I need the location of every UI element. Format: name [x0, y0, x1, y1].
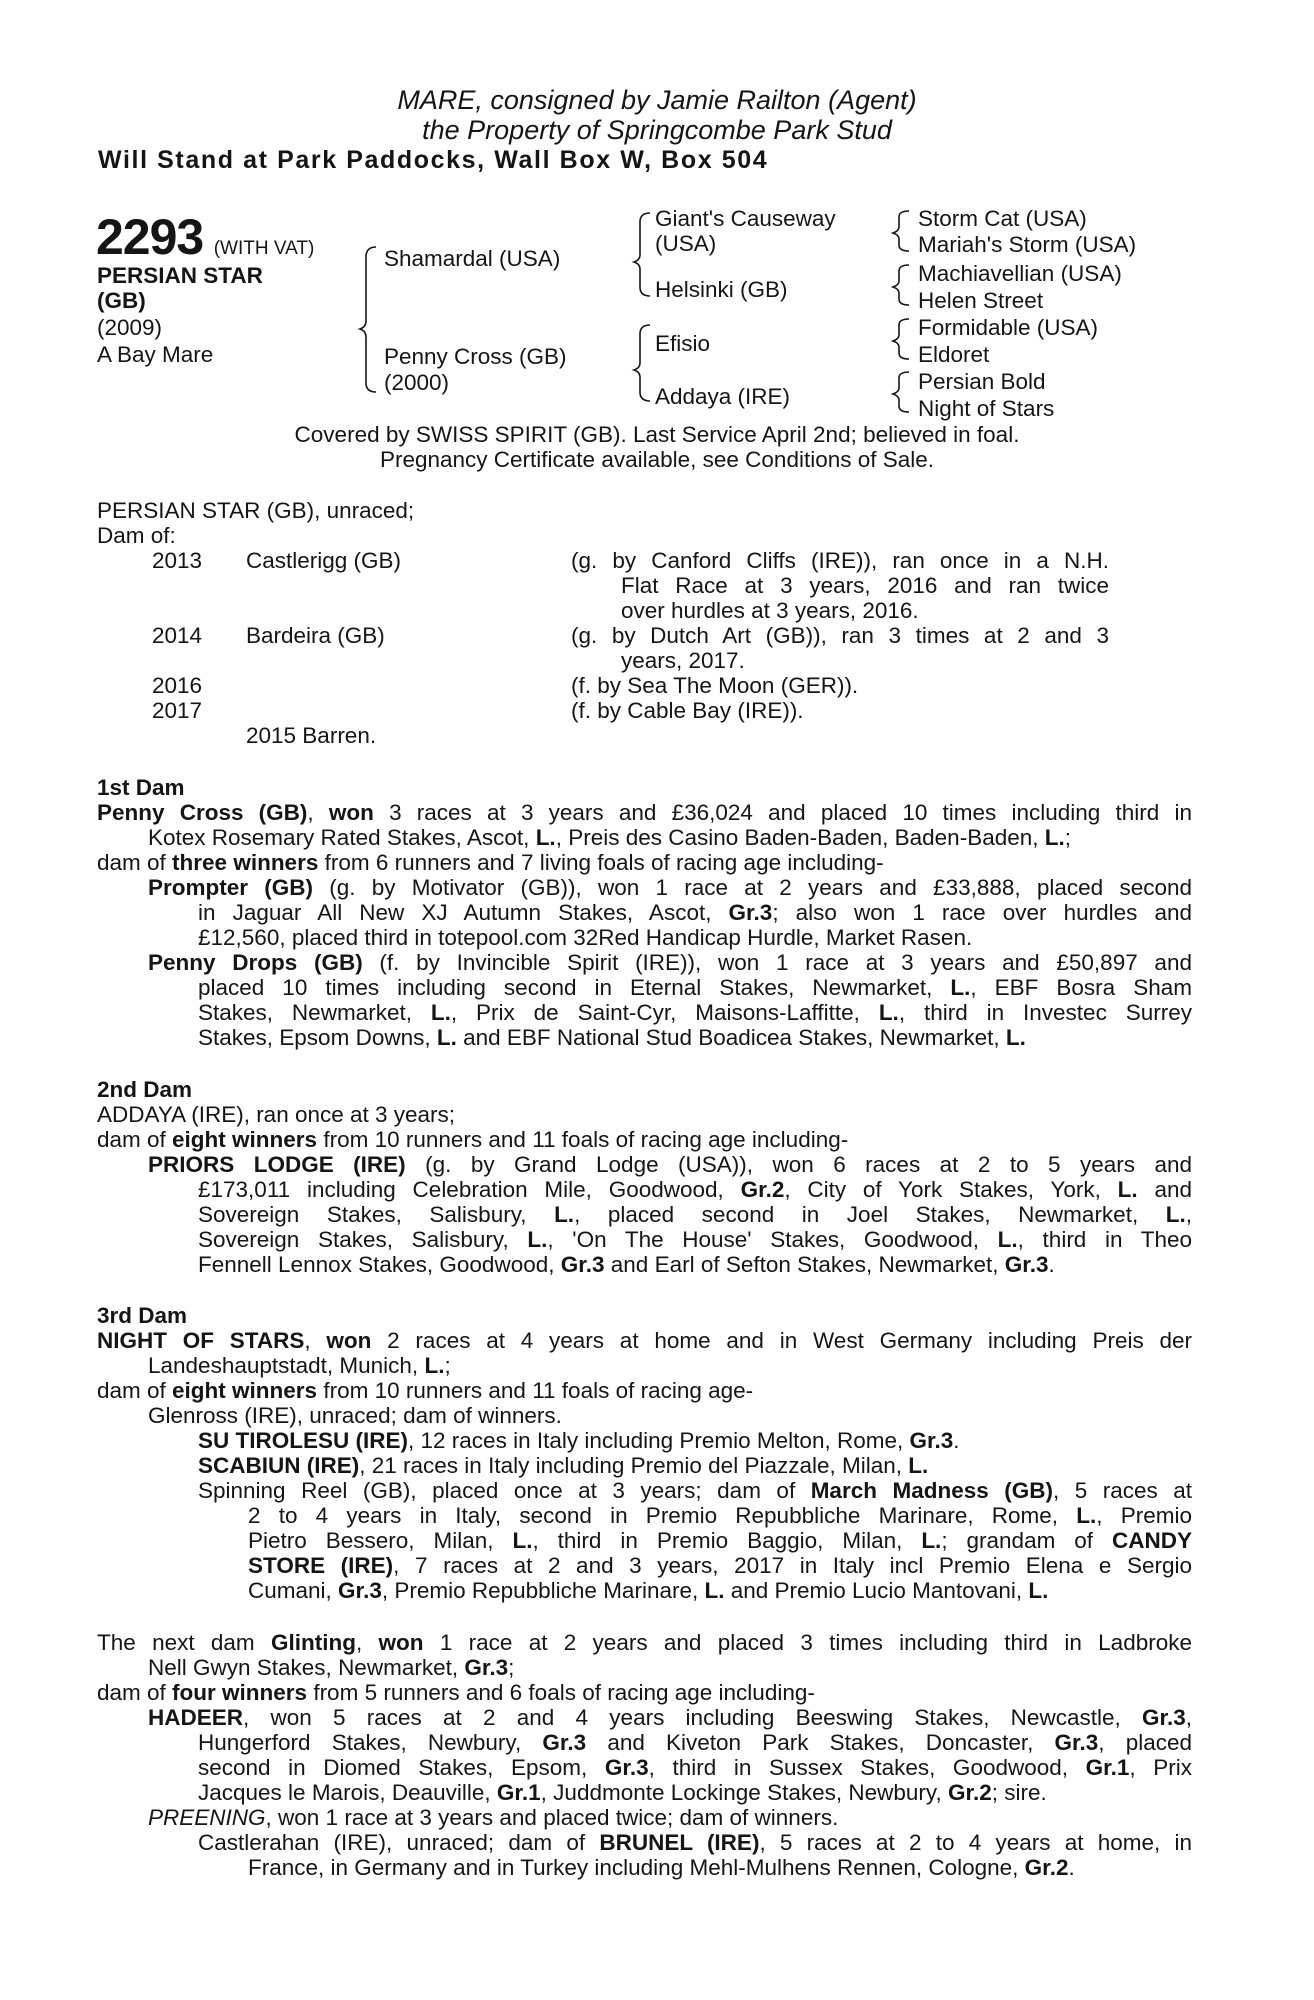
third-dam-line: NIGHT OF STARS, won 2 races at 4 years at home and in West Germany including Preis der	[97, 1328, 1192, 1353]
dam-year: (2000)	[384, 370, 450, 395]
runner-line: £173,011 including Celebration Mile, Goodwood, Gr.2, City of York Stakes, York, L. and	[198, 1177, 1192, 1202]
ped-ddd: Night of Stars	[918, 396, 1055, 421]
runner-line: Stakes, Epsom Downs, L. and EBF National Stud Boadicea Stakes, Newmarket, L.	[198, 1025, 1026, 1050]
runner-line: £12,560, placed third in totepool.com 32Red Handicap Hurdle, Market Rasen.	[198, 925, 973, 950]
runner-line: Sovereign Stakes, Salisbury, L., 'On The House' Stakes, Goodwood, L., third in Theo	[198, 1227, 1192, 1252]
section-heading-second-dam: 2nd Dam	[97, 1077, 193, 1102]
ped-ssd: Mariah's Storm (USA)	[918, 232, 1137, 257]
runner-glenross: Glenross (IRE), unraced; dam of winners.	[148, 1403, 562, 1428]
runner-line: 2 to 4 years in Italy, second in Premio Repubbliche Marinare, Rome, L., Premio	[248, 1503, 1192, 1528]
runner-line: Fennell Lennox Stakes, Goodwood, Gr.3 and Earl of Sefton Stakes, Newmarket, Gr.3.	[198, 1252, 1055, 1277]
next-dam-line: Nell Gwyn Stakes, Newmarket, Gr.3;	[148, 1655, 515, 1680]
runner-scabiun: SCABIUN (IRE), 21 races in Italy including Premio del Piazzale, Milan, L.	[198, 1453, 929, 1478]
sire-dam: Helsinki (GB)	[655, 277, 788, 302]
third-dam-produce: dam of eight winners from 10 runners and 11 foals of racing age-	[97, 1378, 754, 1403]
lot-number: 2293	[96, 209, 204, 265]
produce-year: 2016	[152, 673, 203, 698]
second-dam-produce: dam of eight winners from 10 runners and 11 foals of racing age including-	[97, 1127, 849, 1152]
ped-dsd: Eldoret	[918, 342, 990, 367]
runner-line: Jacques le Marois, Deauville, Gr.1, Juddmonte Lockinge Stakes, Newbury, Gr.2; sire.	[198, 1780, 1047, 1805]
runner-line: second in Diomed Stakes, Epsom, Gr.3, third in Sussex Stakes, Goodwood, Gr.1, Prix	[198, 1755, 1192, 1780]
horse-origin: (GB)	[97, 288, 146, 313]
runner-prompter: Prompter (GB) (g. by Motivator (GB)), won 1 race at 2 years and £33,888, placed second	[148, 875, 1192, 900]
second-dam-intro: ADDAYA (IRE), ran once at 3 years;	[97, 1102, 456, 1127]
section-heading-third-dam: 3rd Dam	[97, 1303, 188, 1328]
produce-text: (f. by Sea The Moon (GER)).	[571, 673, 859, 698]
header-property: the Property of Springcombe Park Stud	[422, 115, 892, 145]
first-dam-line: Penny Cross (GB), won 3 races at 3 years and £36,024 and placed 10 times including third in	[97, 800, 1192, 825]
ped-sss: Storm Cat (USA)	[918, 206, 1087, 231]
sire-sire-origin: (USA)	[655, 231, 717, 256]
ped-dss: Formidable (USA)	[918, 315, 1099, 340]
horse-year: (2009)	[97, 315, 163, 340]
dam-dam: Addaya (IRE)	[655, 384, 791, 409]
third-dam-line: Landeshauptstadt, Munich, L.;	[148, 1353, 451, 1378]
produce-year: 2013	[152, 548, 203, 573]
runner-penny-drops: Penny Drops (GB) (f. by Invincible Spirit (IRE)), won 1 race at 3 years and £50,897 and	[148, 950, 1192, 975]
dam-sire: Efisio	[655, 331, 711, 356]
horse-name: PERSIAN STAR	[97, 263, 263, 288]
produce-text: (g. by Dutch Art (GB)), ran 3 times at 2 and 3	[571, 623, 1109, 648]
runner-line: Sovereign Stakes, Salisbury, L., placed second in Joel Stakes, Newmarket, L.,	[198, 1202, 1192, 1227]
runner-hadeer: HADEER, won 5 races at 2 and 4 years including Beeswing Stakes, Newcastle, Gr.3,	[148, 1705, 1192, 1730]
vat-label: (WITH VAT)	[213, 238, 315, 259]
produce-year: 2017	[152, 698, 203, 723]
produce-text: (g. by Canford Cliffs (IRE)), ran once in a N.H.	[571, 548, 1109, 573]
pregnancy-line: Pregnancy Certificate available, see Conditions of Sale.	[379, 447, 935, 472]
runner-line: Stakes, Newmarket, L., Prix de Saint-Cyr, Maisons-Laffitte, L., third in Investec Surrey	[198, 1000, 1192, 1025]
produce-name: Bardeira (GB)	[246, 623, 385, 648]
next-dam-produce: dam of four winners from 5 runners and 6 foals of racing age including-	[97, 1680, 815, 1705]
sire-sire: Giant's Causeway	[655, 206, 836, 231]
runner-castlerahan: Castlerahan (IRE), unraced; dam of BRUNEL (IRE), 5 races at 2 to 4 years at home, in	[198, 1830, 1192, 1855]
produce-barren: 2015 Barren.	[246, 723, 377, 748]
sire: Shamardal (USA)	[384, 246, 561, 271]
ped-dds: Persian Bold	[918, 369, 1046, 394]
produce-year: 2014	[152, 623, 203, 648]
next-dam-line: The next dam Glinting, won 1 race at 2 years and placed 3 times including third in Ladbroke	[97, 1630, 1192, 1655]
runner-line: STORE (IRE), 7 races at 2 and 3 years, 2017 in Italy incl Premio Elena e Sergio	[248, 1553, 1192, 1578]
dam: Penny Cross (GB)	[384, 344, 567, 369]
first-dam-line: Kotex Rosemary Rated Stakes, Ascot, L., Preis des Casino Baden-Baden, Baden-Baden, L.;	[148, 825, 1072, 850]
produce-text: (f. by Cable Bay (IRE)).	[571, 698, 804, 723]
header-location: Will Stand at Park Paddocks, Wall Box W, Box 504	[98, 146, 769, 174]
runner-line: placed 10 times including second in Eternal Stakes, Newmarket, L., EBF Bosra Sham	[198, 975, 1192, 1000]
runner-line: Cumani, Gr.3, Premio Repubbliche Marinare, L. and Premio Lucio Mantovani, L.	[248, 1578, 1049, 1603]
runner-spinning-reel: Spinning Reel (GB), placed once at 3 years; dam of March Madness (GB), 5 races at	[198, 1478, 1192, 1503]
produce-dam-of: Dam of:	[97, 523, 176, 548]
ped-sds: Machiavellian (USA)	[918, 261, 1122, 286]
section-heading-first-dam: 1st Dam	[97, 775, 185, 800]
runner-line: in Jaguar All New XJ Autumn Stakes, Ascot, Gr.3; also won 1 race over hurdles and	[198, 900, 1193, 925]
horse-description: A Bay Mare	[97, 342, 214, 367]
runner-line: France, in Germany and in Turkey including Mehl-Mulhens Rennen, Cologne, Gr.2.	[248, 1855, 1075, 1880]
produce-intro: PERSIAN STAR (GB), unraced;	[97, 498, 415, 523]
runner-su-tirolesu: SU TIROLESU (IRE), 12 races in Italy including Premio Melton, Rome, Gr.3.	[198, 1428, 960, 1453]
runner-line: Hungerford Stakes, Newbury, Gr.3 and Kiveton Park Stakes, Doncaster, Gr.3, placed	[198, 1730, 1192, 1755]
first-dam-produce: dam of three winners from 6 runners and 7 living foals of racing age including-	[97, 850, 884, 875]
runner-preening: PREENING, won 1 race at 3 years and placed twice; dam of winners.	[148, 1805, 839, 1830]
header-consignor: MARE, consigned by Jamie Railton (Agent)	[397, 85, 917, 115]
produce-text: Flat Race at 3 years, 2016 and ran twice	[621, 573, 1109, 598]
ped-sdd: Helen Street	[918, 288, 1044, 313]
runner-line: Pietro Bessero, Milan, L., third in Premio Baggio, Milan, L.; grandam of CANDY	[248, 1528, 1193, 1553]
produce-text: years, 2017.	[621, 648, 745, 673]
produce-name: Castlerigg (GB)	[246, 548, 402, 573]
covered-line: Covered by SWISS SPIRIT (GB). Last Service April 2nd; believed in foal.	[294, 422, 1020, 447]
produce-text: over hurdles at 3 years, 2016.	[621, 598, 919, 623]
runner-priors-lodge: PRIORS LODGE (IRE) (g. by Grand Lodge (USA)), won 6 races at 2 to 5 years and	[148, 1152, 1193, 1177]
